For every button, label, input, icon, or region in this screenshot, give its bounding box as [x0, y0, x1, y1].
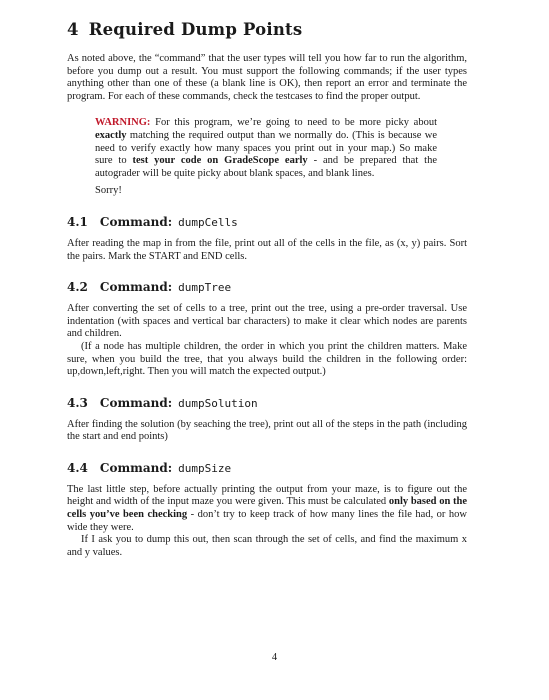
subsection-body: After finding the solution (by seaching the tree), print out all of the steps in the path (including the start and end points): [67, 418, 467, 443]
subsection-heading-dumpsolution: [67, 396, 467, 410]
document-page: [67, 20, 467, 559]
subsection-number: 4.4: [67, 460, 88, 475]
warning-emphasis: exactly: [95, 129, 127, 141]
subsection-heading-dumpcells: [67, 215, 467, 229]
subsection-number: 4.2: [67, 280, 88, 295]
subsection-label: Command:: [99, 280, 173, 295]
subsection-label: Command:: [99, 460, 173, 475]
section-number: 4: [67, 20, 79, 39]
page-number: 4: [271, 652, 278, 663]
body-text: The last little step, before actually printing the output from your maze, is to figure out the height and width of the input maze you were given. This must be calculated: [67, 483, 467, 508]
warning-text: - and be prepared that the autograder will be quite picky about blank spaces, and blank lines.: [95, 155, 437, 179]
section-heading: [67, 20, 467, 39]
section-intro: As noted above, the “command” that the user types will tell you how far to run the algorithm, before you dump out a result. You must support the following commands; if the user types anything other than one of these (a blank line is OK), then report an error and terminate the program. For each of these commands, check the testcases to find the proper output.: [67, 53, 467, 102]
body-emphasis: only based on the cells you’ve been checking: [67, 496, 467, 521]
warning-text: For this program, we’re going to need to be more picky about: [150, 117, 437, 129]
subsection-label: Command:: [99, 395, 173, 410]
warning-sorry: Sorry!: [95, 185, 122, 197]
subsection-body: [67, 484, 467, 534]
warning-text: matching the required output than we normally do. (This is because we need to verify exactly how many spaces you print out in your map.) So make sure to: [95, 129, 437, 167]
subsection-heading-dumptree: [67, 280, 467, 294]
command-name: dumpCells: [178, 215, 238, 229]
subsection-number: 4.1: [67, 214, 88, 229]
warning-label: WARNING:: [95, 117, 151, 129]
warning-block: [95, 117, 437, 198]
section-title: Required Dump Points: [88, 20, 303, 39]
command-name: dumpTree: [178, 281, 232, 295]
subsection-number: 4.3: [67, 395, 88, 410]
subsection-body-continued: (If a node has multiple children, the order in which you print the children matters. Make sure, when you build the tree, that you always build the children in the following order: up,down,left,right. Then you will match the expected output.): [67, 340, 467, 378]
subsection-label: Command:: [99, 214, 173, 229]
subsection-body: After converting the set of cells to a tree, print out the tree, using a pre-order traversal. Use indentation (with spaces and vertical bar characters) to make it clear which nodes are parents and children.: [67, 303, 467, 340]
warning-emphasis: test your code on GradeScope early: [132, 155, 308, 167]
body-text: - don’t try to keep track of how many lines the file had, or how wide they were.: [67, 509, 467, 533]
command-name: dumpSolution: [178, 396, 258, 410]
warning-paragraph: [95, 117, 437, 180]
command-name: dumpSize: [178, 461, 232, 475]
subsection-heading-dumpsize: [67, 461, 467, 475]
subsection-body-continued: If I ask you to dump this out, then scan through the set of cells, and find the maximum x and y values.: [67, 534, 467, 558]
subsection-body: After reading the map in from the file, print out all of the cells in the file, as (x, y) pairs. Sort the pairs. Mark the START and END cells.: [67, 237, 467, 262]
